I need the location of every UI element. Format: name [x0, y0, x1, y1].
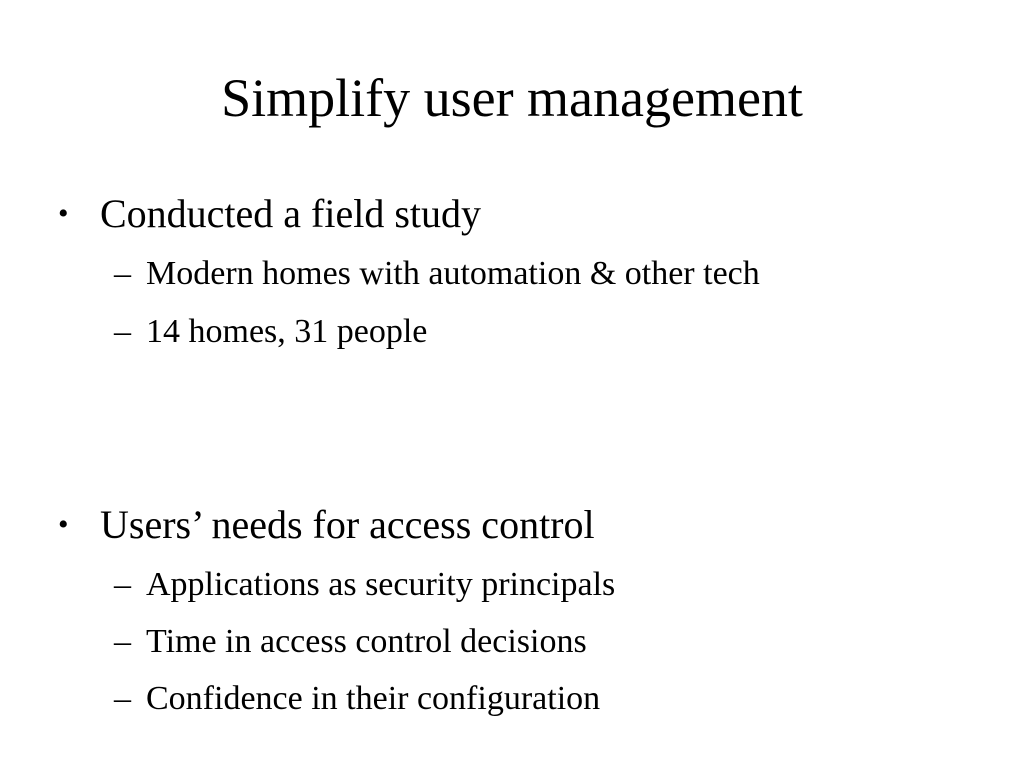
bullet-marker: •	[58, 197, 69, 230]
subitem-text: Confidence in their configuration	[146, 680, 601, 717]
bullet-text: Users’ needs for access control	[100, 502, 595, 547]
subitem-modern-homes	[0, 255, 1024, 293]
dash-marker: –	[114, 566, 131, 603]
dash-marker: –	[114, 255, 131, 292]
dash-marker: –	[114, 623, 131, 660]
dash-marker: –	[114, 313, 131, 350]
subitem-homes-people	[0, 313, 1024, 351]
bullet-marker: •	[58, 508, 69, 541]
subitem-applications	[0, 566, 1024, 604]
bullet-item-users-needs	[0, 503, 1024, 547]
subitem-text: Time in access control decisions	[146, 623, 587, 660]
slide-title: Simplify user management	[221, 68, 803, 128]
subitem-text: Modern homes with automation & other tech	[146, 255, 760, 292]
dash-marker: –	[114, 680, 131, 717]
bullet-text: Conducted a field study	[100, 191, 482, 236]
subitem-text: 14 homes, 31 people	[146, 313, 428, 350]
subitem-time	[0, 623, 1024, 661]
subitem-text: Applications as security principals	[146, 566, 616, 603]
subitem-confidence	[0, 680, 1024, 718]
bullet-item-field-study	[0, 192, 1024, 236]
